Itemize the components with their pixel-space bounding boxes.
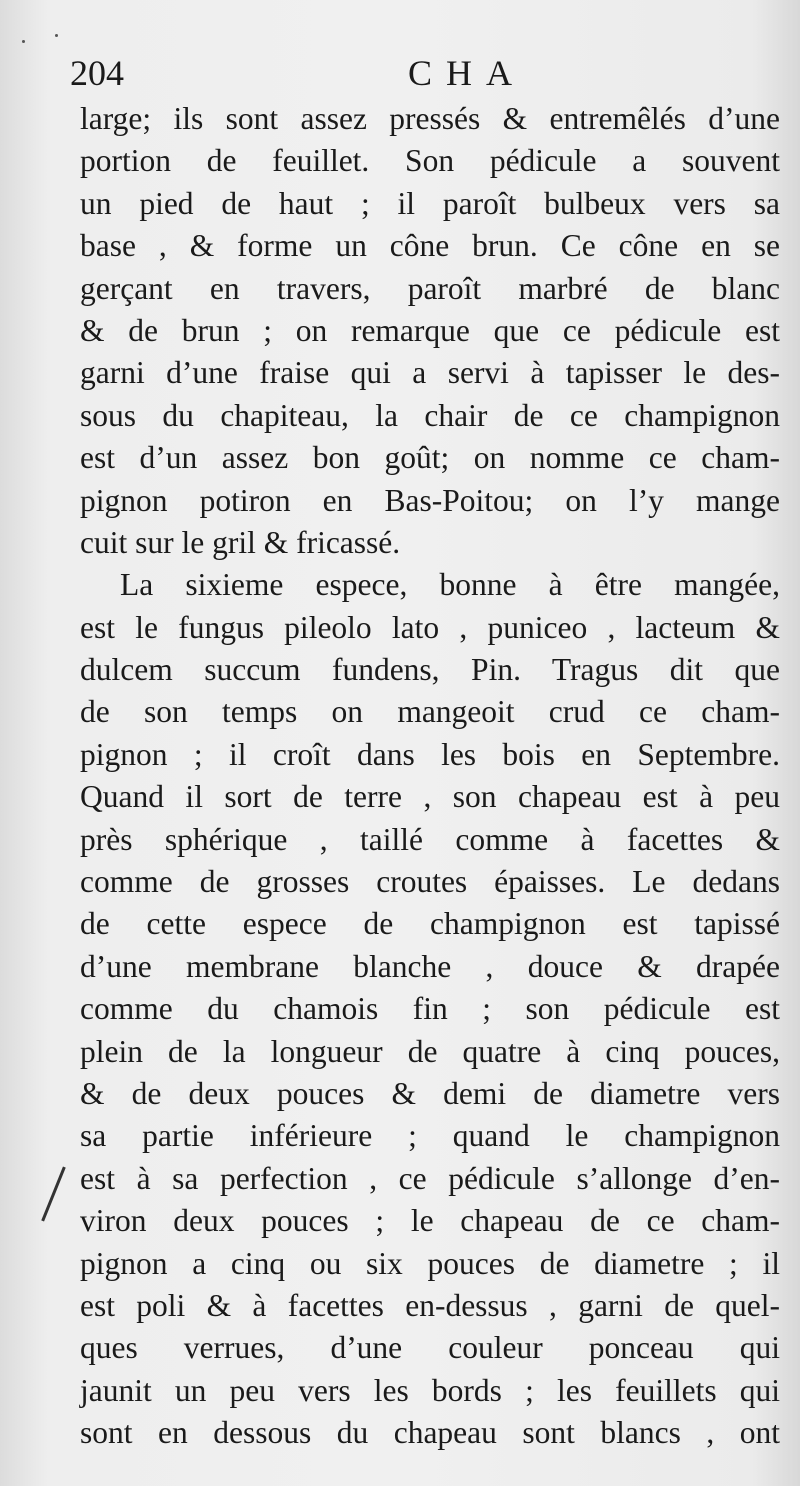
page-header xyxy=(70,48,770,98)
text-line: sont en dessous du chapeau sont blancs , ont xyxy=(80,1415,780,1451)
text-line: sous du chapiteau, la chair de ce champignon xyxy=(80,397,780,433)
text-line: est d’un assez bon goût; on nomme ce cham- xyxy=(80,440,780,476)
text-line: garni d’une fraise qui a servi à tapisser le des- xyxy=(80,355,780,391)
running-head: CHA xyxy=(408,53,527,93)
text-line: sa partie inférieure ; quand le champignon xyxy=(80,1118,780,1154)
text-line: viron deux pouces ; le chapeau de ce cham- xyxy=(80,1203,780,1239)
text-line: de cette espece de champignon est tapissé xyxy=(80,906,780,942)
text-line: est à sa perfection , ce pédicule s’allonge d’en- xyxy=(80,1160,780,1196)
text-line: d’une membrane blanche , douce & drapée xyxy=(80,948,780,984)
margin-pencil-mark xyxy=(41,1167,66,1222)
ink-speck xyxy=(22,40,25,43)
text-line: gerçant en travers, paroît marbré de blanc xyxy=(80,270,780,306)
ink-speck xyxy=(55,34,58,37)
text-line: est poli & à facettes en-dessus , garni de quel- xyxy=(80,1287,780,1323)
text-line: de son temps on mangeoit crud ce cham- xyxy=(80,694,780,730)
text-line: comme du chamois fin ; son pédicule est xyxy=(80,991,780,1027)
text-line: & de brun ; on remarque que ce pédicule est xyxy=(80,312,780,348)
text-line: pignon potiron en Bas-Poitou; on l’y mange xyxy=(80,482,780,518)
page-number: 204 xyxy=(70,53,124,93)
text-line: plein de la longueur de quatre à cinq pouces, xyxy=(80,1033,780,1069)
text-line: un pied de haut ; il paroît bulbeux vers sa xyxy=(80,185,780,221)
text-line: dulcem succum fundens, Pin. Tragus dit que xyxy=(80,652,780,688)
text-line: portion de feuillet. Son pédicule a souvent xyxy=(80,143,780,179)
text-line: base , & forme un cône brun. Ce cône en se xyxy=(80,228,780,264)
text-line: large; ils sont assez pressés & entremêlés d’une xyxy=(80,101,780,136)
text-line: jaunit un peu vers les bords ; les feuillets qui xyxy=(80,1372,780,1408)
text-line: pignon a cinq ou six pouces de diametre ; il xyxy=(80,1245,780,1281)
text-line: & de deux pouces & demi de diametre vers xyxy=(80,1075,780,1111)
text-line: La sixieme espece, bonne à être mangée, xyxy=(120,567,780,603)
text-line: près sphérique , taillé comme à facettes & xyxy=(80,821,780,857)
text-line: est le fungus pileolo lato , puniceo , lacteum & xyxy=(80,609,780,645)
text-line: cuit sur le gril & fricassé. xyxy=(80,524,401,560)
text-line: Quand il sort de terre , son chapeau est à peu xyxy=(80,779,780,815)
body-text xyxy=(80,98,780,1455)
text-line: ques verrues, d’une couleur ponceau qui xyxy=(80,1330,780,1366)
text-line: comme de grosses croutes épaisses. Le dedans xyxy=(80,864,780,900)
text-line: pignon ; il croît dans les bois en Septembre. xyxy=(80,736,780,772)
